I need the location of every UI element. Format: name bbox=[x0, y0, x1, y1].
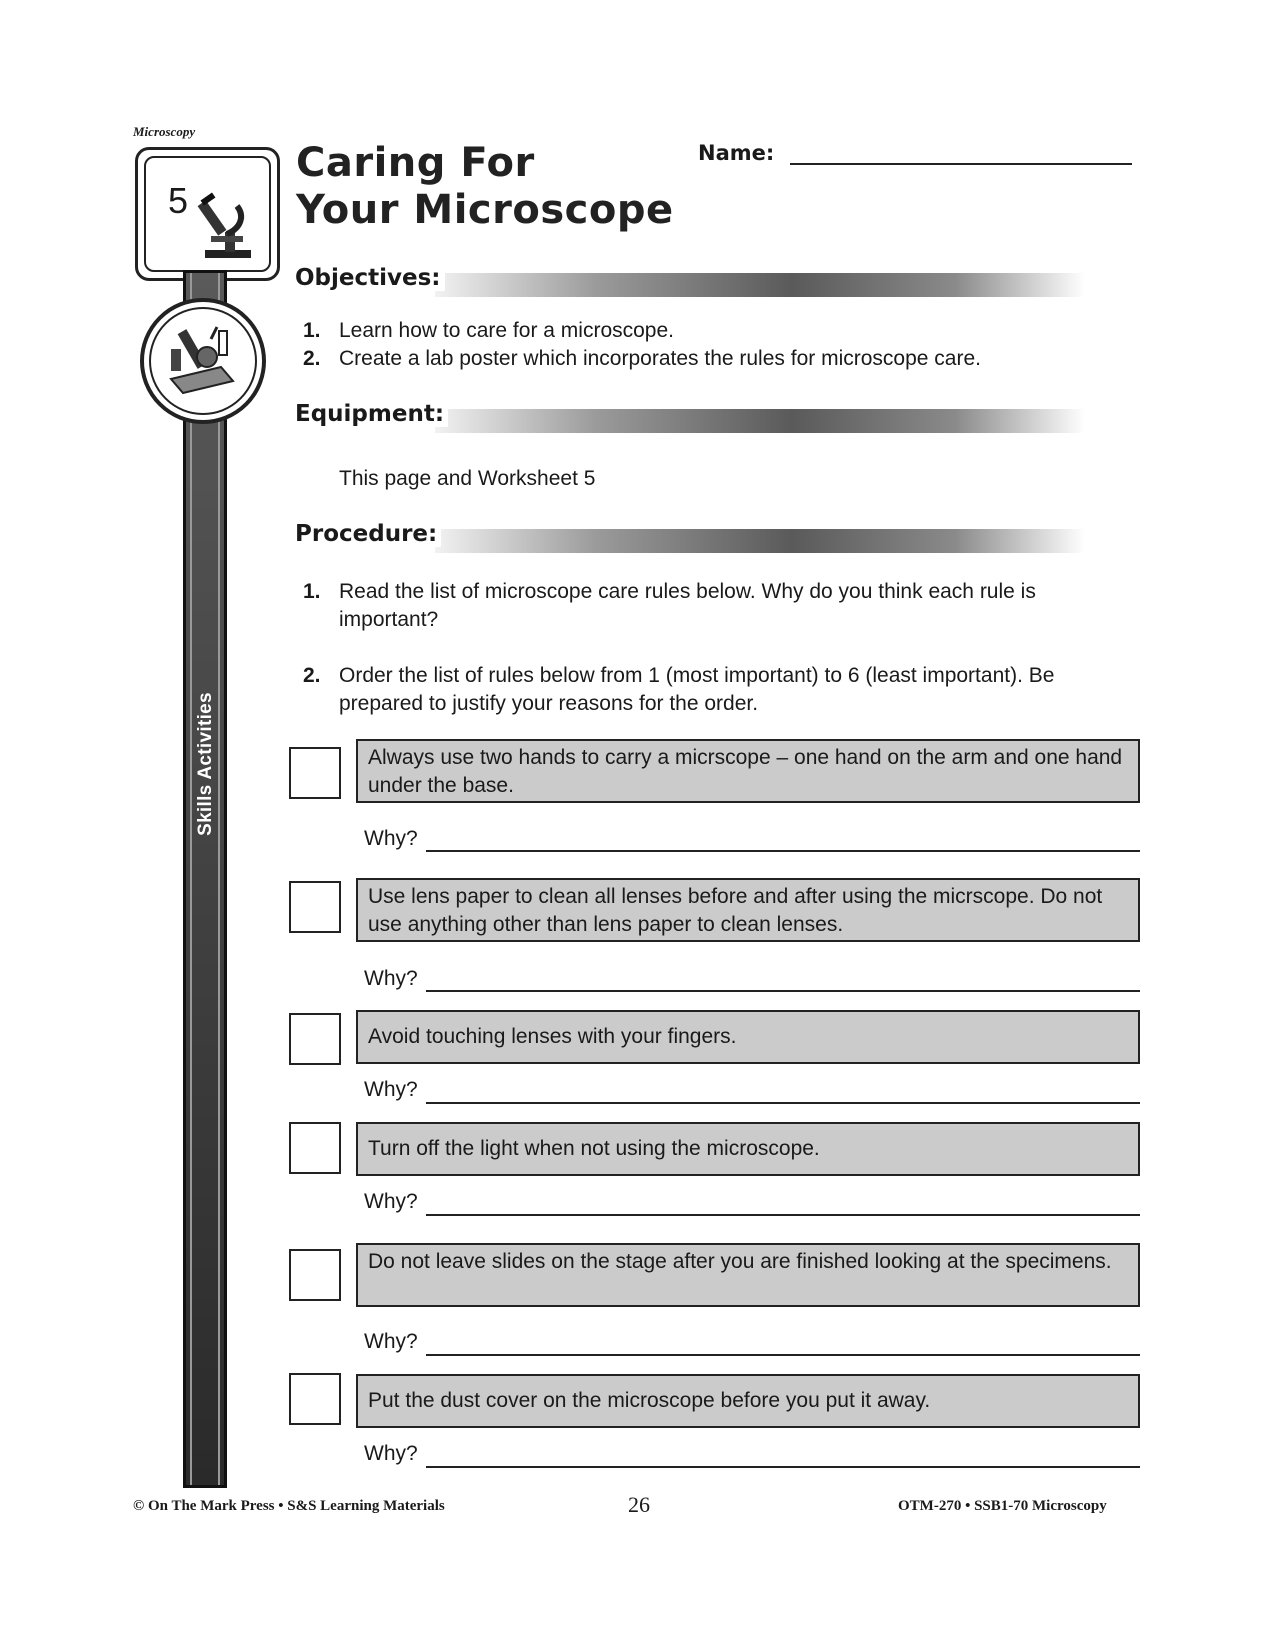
title-line-2: Your Microscope bbox=[296, 187, 674, 233]
rank-checkbox-2[interactable] bbox=[289, 881, 341, 933]
rank-checkbox-3[interactable] bbox=[289, 1013, 341, 1065]
rule-box: Put the dust cover on the microscope before you put it away. bbox=[356, 1374, 1140, 1428]
heading-bar bbox=[435, 273, 1085, 297]
rank-checkbox-6[interactable] bbox=[289, 1373, 341, 1425]
lesson-number-tile bbox=[135, 147, 280, 281]
objectives-heading-text: Objectives: bbox=[295, 265, 445, 291]
footer-publisher: © On The Mark Press • S&S Learning Materials bbox=[133, 1498, 445, 1514]
side-label: Skills Activities bbox=[195, 692, 216, 836]
equipment-heading bbox=[295, 401, 1085, 431]
series-label: Microscopy bbox=[133, 124, 196, 139]
procedure-heading bbox=[295, 521, 1085, 551]
title-line-1: Caring For bbox=[296, 140, 535, 186]
rank-checkbox-5[interactable] bbox=[289, 1249, 341, 1301]
lab-equipment-icon bbox=[151, 309, 251, 409]
footer-product-code: OTM-270 • SSB1-70 Microscopy bbox=[898, 1498, 1107, 1514]
equipment-text: This page and Worksheet 5 bbox=[339, 467, 596, 490]
side-bar bbox=[183, 270, 227, 1488]
why-label: Why? bbox=[364, 1330, 418, 1353]
rule-box: Avoid touching lenses with your fingers. bbox=[356, 1010, 1140, 1064]
rule-box: Always use two hands to carry a micrscope – one hand on the arm and one hand under the base. bbox=[356, 739, 1140, 803]
why-label: Why? bbox=[364, 967, 418, 990]
microscope-icon bbox=[197, 192, 257, 260]
rule-box: Turn off the light when not using the microscope. bbox=[356, 1122, 1140, 1176]
page-number: 26 bbox=[628, 1492, 650, 1517]
lab-equipment-badge bbox=[140, 298, 266, 424]
rule-box: Use lens paper to clean all lenses before and after using the micrscope. Do not use anything other than lens paper to clean lenses. bbox=[356, 878, 1140, 942]
why-answer-line-4[interactable] bbox=[426, 1214, 1140, 1216]
why-answer-line-2[interactable] bbox=[426, 990, 1140, 992]
rule-box: Do not leave slides on the stage after you are finished looking at the specimens. bbox=[356, 1243, 1140, 1307]
heading-bar bbox=[435, 529, 1085, 553]
why-answer-line-1[interactable] bbox=[426, 850, 1140, 852]
why-answer-line-3[interactable] bbox=[426, 1102, 1140, 1104]
objectives-heading bbox=[295, 265, 1085, 295]
page-title bbox=[296, 140, 674, 234]
why-label: Why? bbox=[364, 827, 418, 850]
why-label: Why? bbox=[364, 1190, 418, 1213]
name-label: Name: bbox=[698, 141, 775, 165]
lesson-number: 5 bbox=[168, 180, 189, 221]
why-label: Why? bbox=[364, 1078, 418, 1101]
rank-checkbox-4[interactable] bbox=[289, 1122, 341, 1174]
rank-checkbox-1[interactable] bbox=[289, 747, 341, 799]
name-field[interactable] bbox=[790, 163, 1132, 165]
procedure-heading-text: Procedure: bbox=[295, 521, 441, 547]
heading-bar bbox=[435, 409, 1085, 433]
why-answer-line-5[interactable] bbox=[426, 1354, 1140, 1356]
equipment-heading-text: Equipment: bbox=[295, 401, 448, 427]
why-label: Why? bbox=[364, 1442, 418, 1465]
why-answer-line-6[interactable] bbox=[426, 1466, 1140, 1468]
